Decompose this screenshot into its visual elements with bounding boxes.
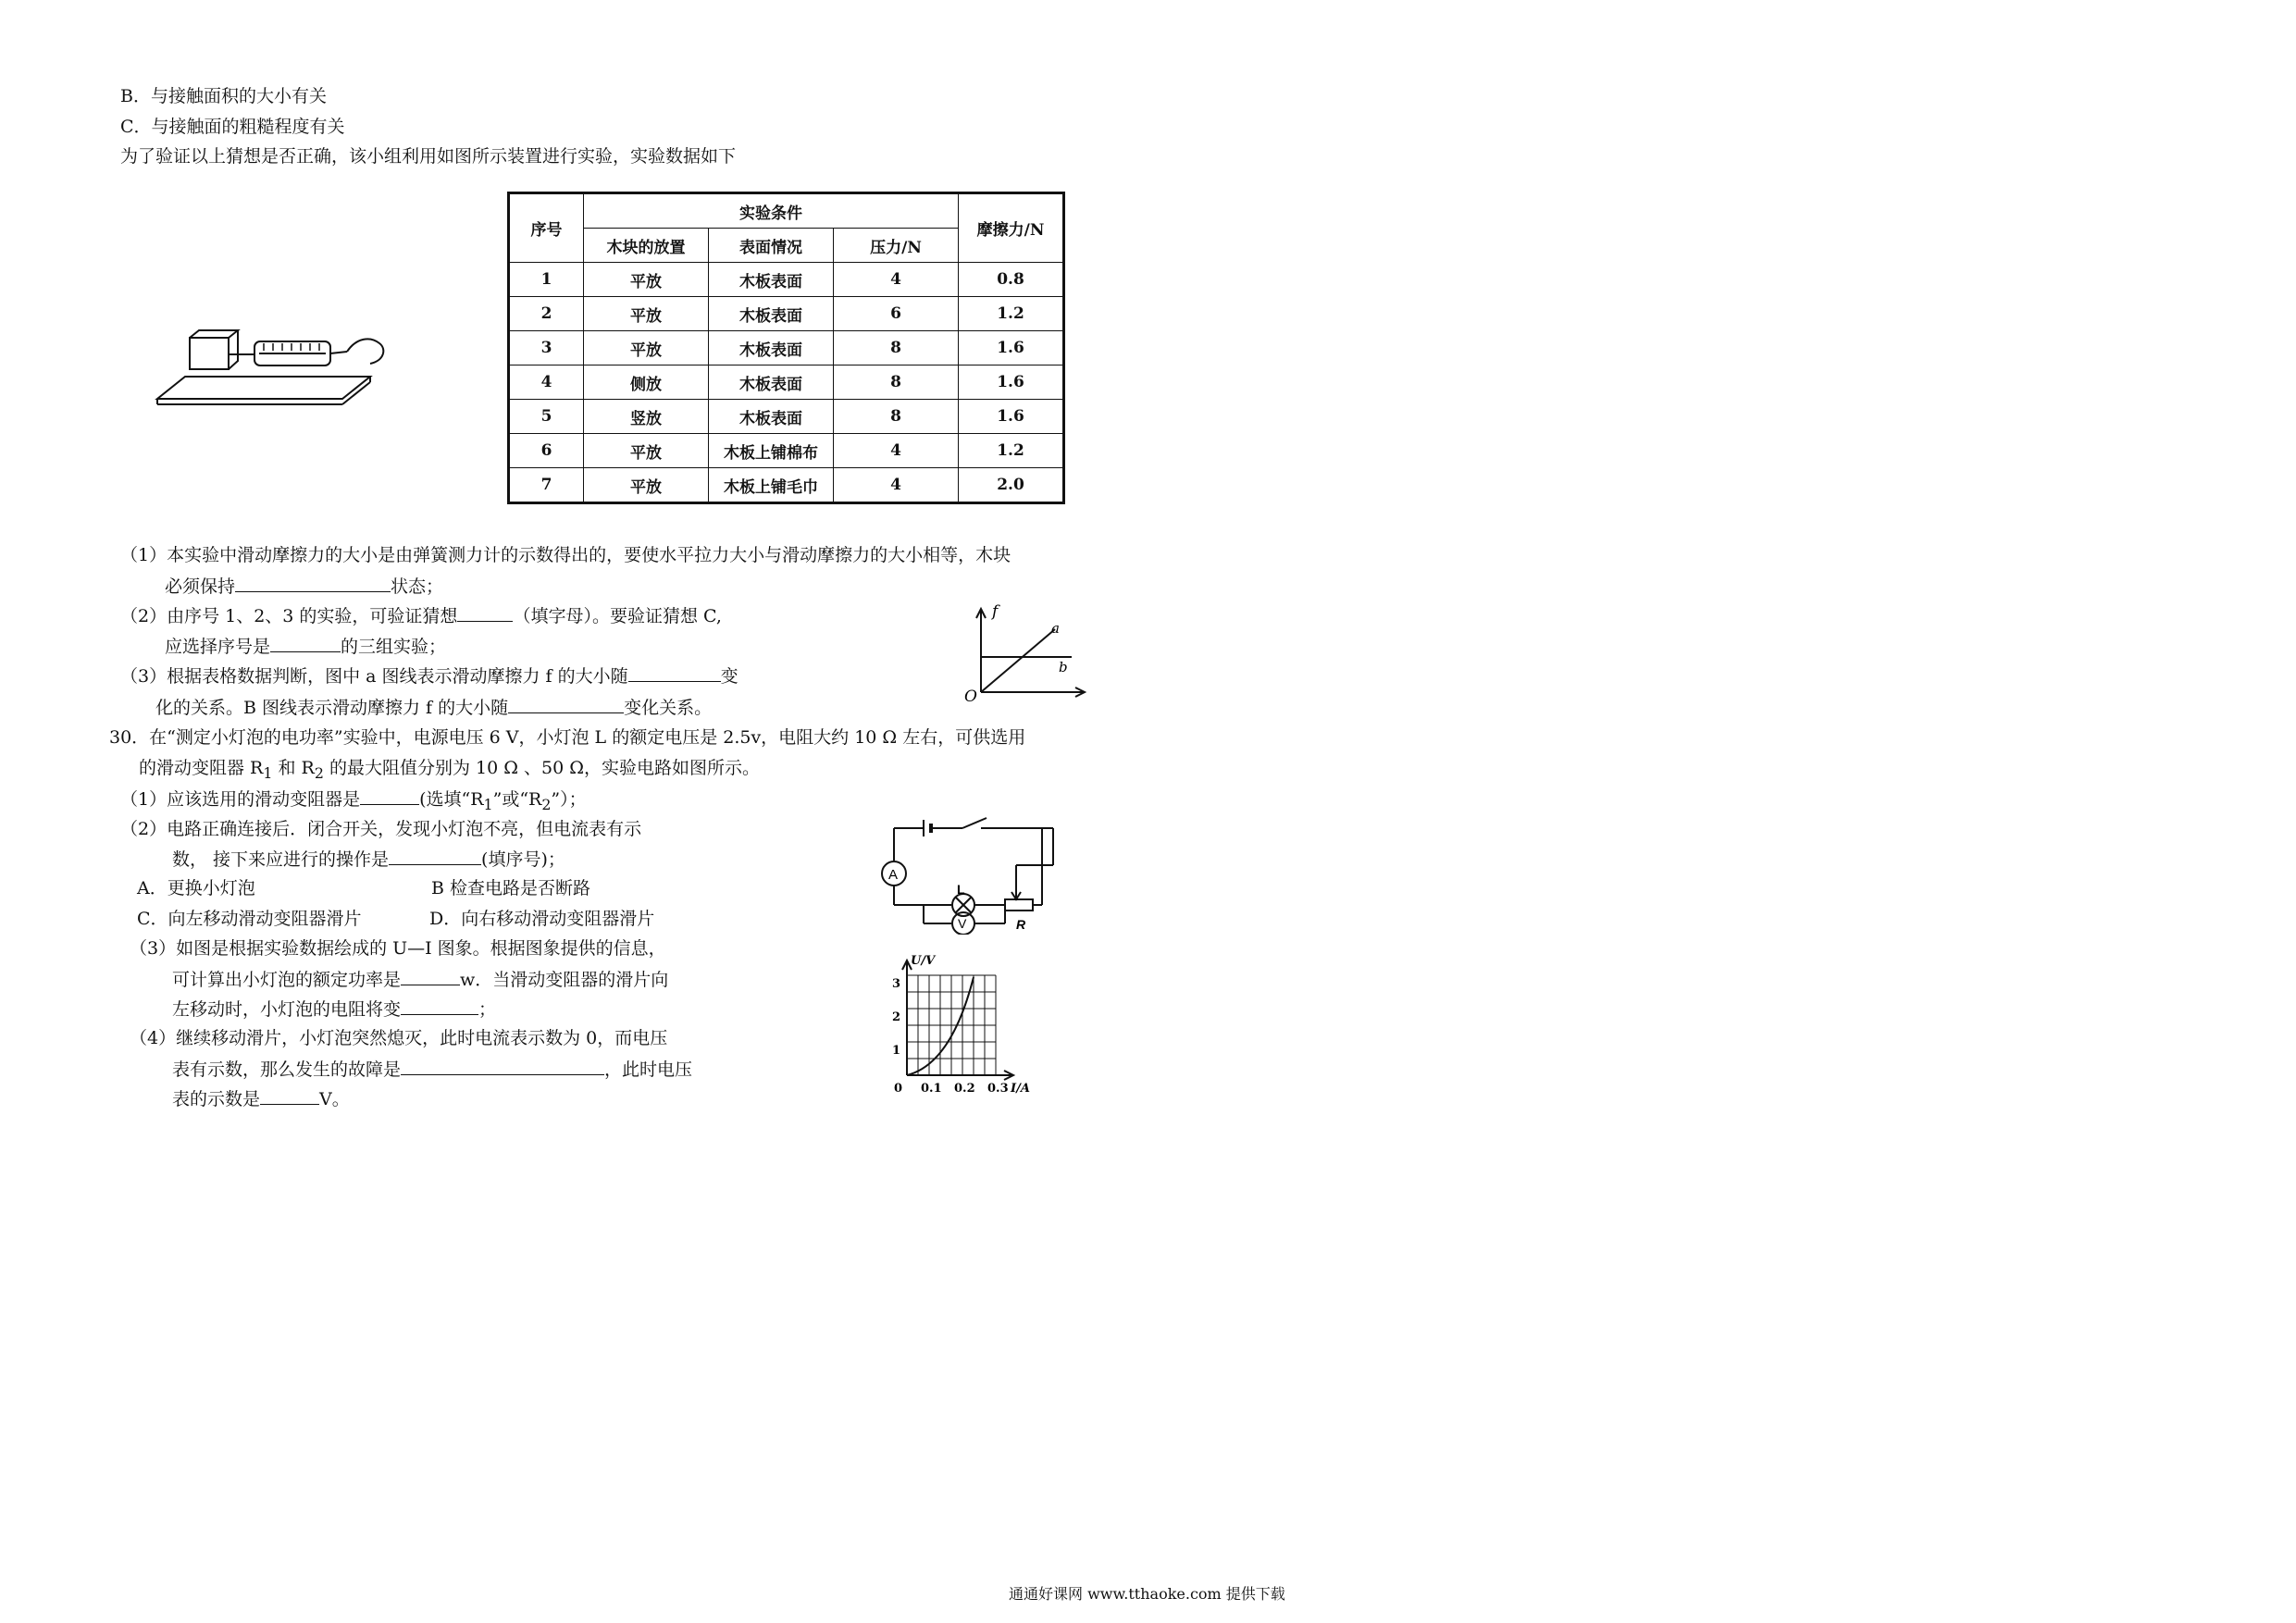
q30-part1-text: ”或“R [492,789,542,810]
cell-pressure: 4 [834,263,959,297]
cell-no: 7 [509,468,584,503]
q29-part2-text: （2）由序号 1、2、3 的实验，可验证猜想 [120,606,458,626]
voltmeter-label: V [958,916,967,931]
ui-graph-xtick: 0.3 [987,1082,1009,1096]
q30-stem-line2 [139,757,760,785]
cell-placement: 平放 [584,297,709,331]
ui-graph-xtick: 0.1 [921,1082,942,1096]
q30-part2-text: 数， 接下来应进行的操作是 [172,849,390,870]
u-i-graph [887,953,1072,1096]
q29-part1-text: 必须保持 [165,576,236,597]
q30-part4-text: 表有示数，那么发生的故障是 [172,1059,402,1080]
cell-friction: 2.0 [959,468,1064,503]
answer-blank[interactable] [457,604,513,622]
q30-stem-line1: 30．在“测定小灯泡的电功率”实验中，电源电压 6 V，小灯泡 L 的额定电压是 2.5v，电阻大约 10 Ω 左右，可供选用 [109,727,1026,748]
cell-friction: 1.2 [959,297,1064,331]
table-row [509,263,1064,297]
q30-part3-line2 [172,968,668,991]
header-surface: 表面情况 [709,229,834,263]
q29-part2-text-end: 的三组实验； [341,637,447,657]
subscript: 1 [483,795,493,813]
page-footer: 通通好课网 www.tthaoke.com 提供下载 [1009,1585,1285,1603]
cell-placement: 竖放 [584,400,709,434]
cell-pressure: 4 [834,434,959,468]
option-c: C．与接触面的粗糙程度有关 [120,117,345,137]
graph-line-a-label: a [1051,620,1060,637]
q30-option-d: D．向右移动滑动变阻器滑片 [429,909,655,929]
cell-no: 6 [509,434,584,468]
table-row [509,468,1064,503]
q30-stem-text: 的滑动变阻器 R [139,758,264,778]
cell-surface: 木板表面 [709,331,834,365]
apparatus-figure [148,310,426,412]
cell-no: 3 [509,331,584,365]
answer-blank[interactable] [235,575,391,592]
cell-placement: 平放 [584,468,709,503]
q30-part1-text: （1）应该选用的滑动变阻器是 [120,789,361,810]
q30-part4-text-end: ，此时电压 [604,1059,693,1080]
q29-part3-text-end: 变 [720,666,738,687]
circuit-diagram [877,814,1062,935]
q29-part2-line2 [165,635,446,658]
q30-part2-line2 [172,848,565,871]
q29-part3-text-end: 变化关系。 [624,698,713,718]
ui-graph-xtick: 0.2 [954,1082,975,1096]
friction-graph [962,600,1092,701]
answer-blank[interactable] [260,1087,319,1105]
q30-part3-text: 可计算出小灯泡的额定功率是 [172,970,402,990]
cell-no: 1 [509,263,584,297]
answer-blank[interactable] [628,664,721,682]
ui-graph-xtick: 0 [894,1082,903,1096]
answer-blank[interactable] [360,787,419,805]
header-index: 序号 [509,193,584,263]
experiment-table [507,192,1065,504]
ui-graph-xlabel: I/A [1011,1082,1030,1096]
cell-pressure: 8 [834,400,959,434]
subscript: 2 [541,795,552,813]
ui-graph-ytick: 3 [892,977,901,991]
q30-part1-text: ”）； [551,789,587,810]
cell-surface: 木板表面 [709,297,834,331]
q30-part3-text-end: ； [478,999,497,1020]
cell-no: 4 [509,365,584,400]
ammeter-label: A [888,867,899,883]
ui-graph-ylabel: U/V [911,954,936,968]
table-row [509,331,1064,365]
lamp-label: L [957,882,965,897]
cell-surface: 木板上铺毛巾 [709,468,834,503]
cell-friction: 1.2 [959,434,1064,468]
graph-origin-label: O [964,688,977,701]
cell-surface: 木板上铺棉布 [709,434,834,468]
q30-part3-line1: （3）如图是根据实验数据绘成的 U—I 图象。根据图象提供的信息， [130,938,666,959]
cell-placement: 平放 [584,331,709,365]
answer-blank[interactable] [270,635,341,652]
answer-blank[interactable] [508,696,624,713]
answer-blank[interactable] [401,968,460,985]
cell-pressure: 8 [834,331,959,365]
q30-part4-line3 [172,1087,350,1110]
experiment-intro: 为了验证以上猜想是否正确，该小组利用如图所示装置进行实验，实验数据如下 [120,146,737,167]
header-placement: 木块的放置 [584,229,709,263]
cell-placement: 侧放 [584,365,709,400]
header-pressure: 压力/N [834,229,959,263]
q30-part4-line2 [172,1058,692,1081]
q30-part4-line1: （4）继续移动滑片，小灯泡突然熄灭，此时电流表示数为 0，而电压 [130,1028,668,1048]
q30-stem-text: 的最大阻值分别为 10 Ω 、50 Ω，实验电路如图所示。 [323,758,760,778]
q30-stem-text: 和 R [272,758,315,778]
cell-placement: 平放 [584,434,709,468]
q29-part1-line1: （1）本实验中滑动摩擦力的大小是由弹簧测力计的示数得出的，要使水平拉力大小与滑动摩擦力的大小相等，木块 [120,545,1011,565]
answer-blank[interactable] [401,1058,604,1075]
table-row [509,297,1064,331]
cell-surface: 木板表面 [709,365,834,400]
table-row [509,365,1064,400]
q29-part1-text-end: 状态； [391,576,444,597]
table-row [509,400,1064,434]
q30-part3-text: 左移动时，小灯泡的电阻将变 [172,999,402,1020]
q29-part3-text: （3）根据表格数据判断，图中 a 图线表示滑动摩擦力 f 的大小随 [120,666,628,687]
ui-graph-ytick: 1 [892,1044,901,1058]
header-friction: 摩擦力/N [959,193,1064,263]
q29-part2-line1 [120,604,722,627]
q29-part3-text: 化的关系。B 图线表示滑动摩擦力 f 的大小随 [155,698,509,718]
q29-part2-text-end: （填字母）。要验证猜想 C, [513,606,722,626]
rheostat-label: R [1016,917,1026,932]
cell-friction: 1.6 [959,331,1064,365]
table-row [509,434,1064,468]
q30-part4-text-end: V。 [319,1089,350,1109]
subscript: 2 [314,763,324,782]
q29-part3-line1 [120,664,738,688]
q30-part1-text: (选填“R [419,789,484,810]
q30-part3-text-end: w．当滑动变阻器的滑片向 [460,970,669,990]
cell-friction: 1.6 [959,365,1064,400]
header-conditions: 实验条件 [584,193,959,229]
cell-friction: 1.6 [959,400,1064,434]
cell-surface: 木板表面 [709,263,834,297]
q29-part2-text: 应选择序号是 [165,637,271,657]
graph-line-b-label: b [1059,659,1068,675]
cell-surface: 木板表面 [709,400,834,434]
q29-part3-line2 [155,696,712,719]
cell-pressure: 6 [834,297,959,331]
graph-y-label: f [992,602,999,621]
q30-part4-text: 表的示数是 [172,1089,261,1109]
q30-part1 [120,787,587,816]
q29-part1-line2 [165,575,443,598]
q30-option-a: A．更换小灯泡 [137,878,255,898]
cell-no: 5 [509,400,584,434]
ui-graph-ytick: 2 [892,1010,901,1024]
q30-part2-text-end: (填序号)； [481,849,565,870]
q30-part2-line1: （2）电路正确连接后．闭合开关，发现小灯泡不亮，但电流表有示 [120,819,642,839]
cell-friction: 0.8 [959,263,1064,297]
option-b: B．与接触面积的大小有关 [120,86,327,106]
cell-placement: 平放 [584,263,709,297]
subscript: 1 [263,763,273,782]
answer-blank[interactable] [389,848,481,865]
answer-blank[interactable] [401,997,478,1015]
cell-no: 2 [509,297,584,331]
q30-part3-line3 [172,997,496,1021]
cell-pressure: 8 [834,365,959,400]
q30-option-c: C．向左移动滑动变阻器滑片 [137,909,362,929]
cell-pressure: 4 [834,468,959,503]
q30-option-b: B 检查电路是否断路 [431,878,591,898]
